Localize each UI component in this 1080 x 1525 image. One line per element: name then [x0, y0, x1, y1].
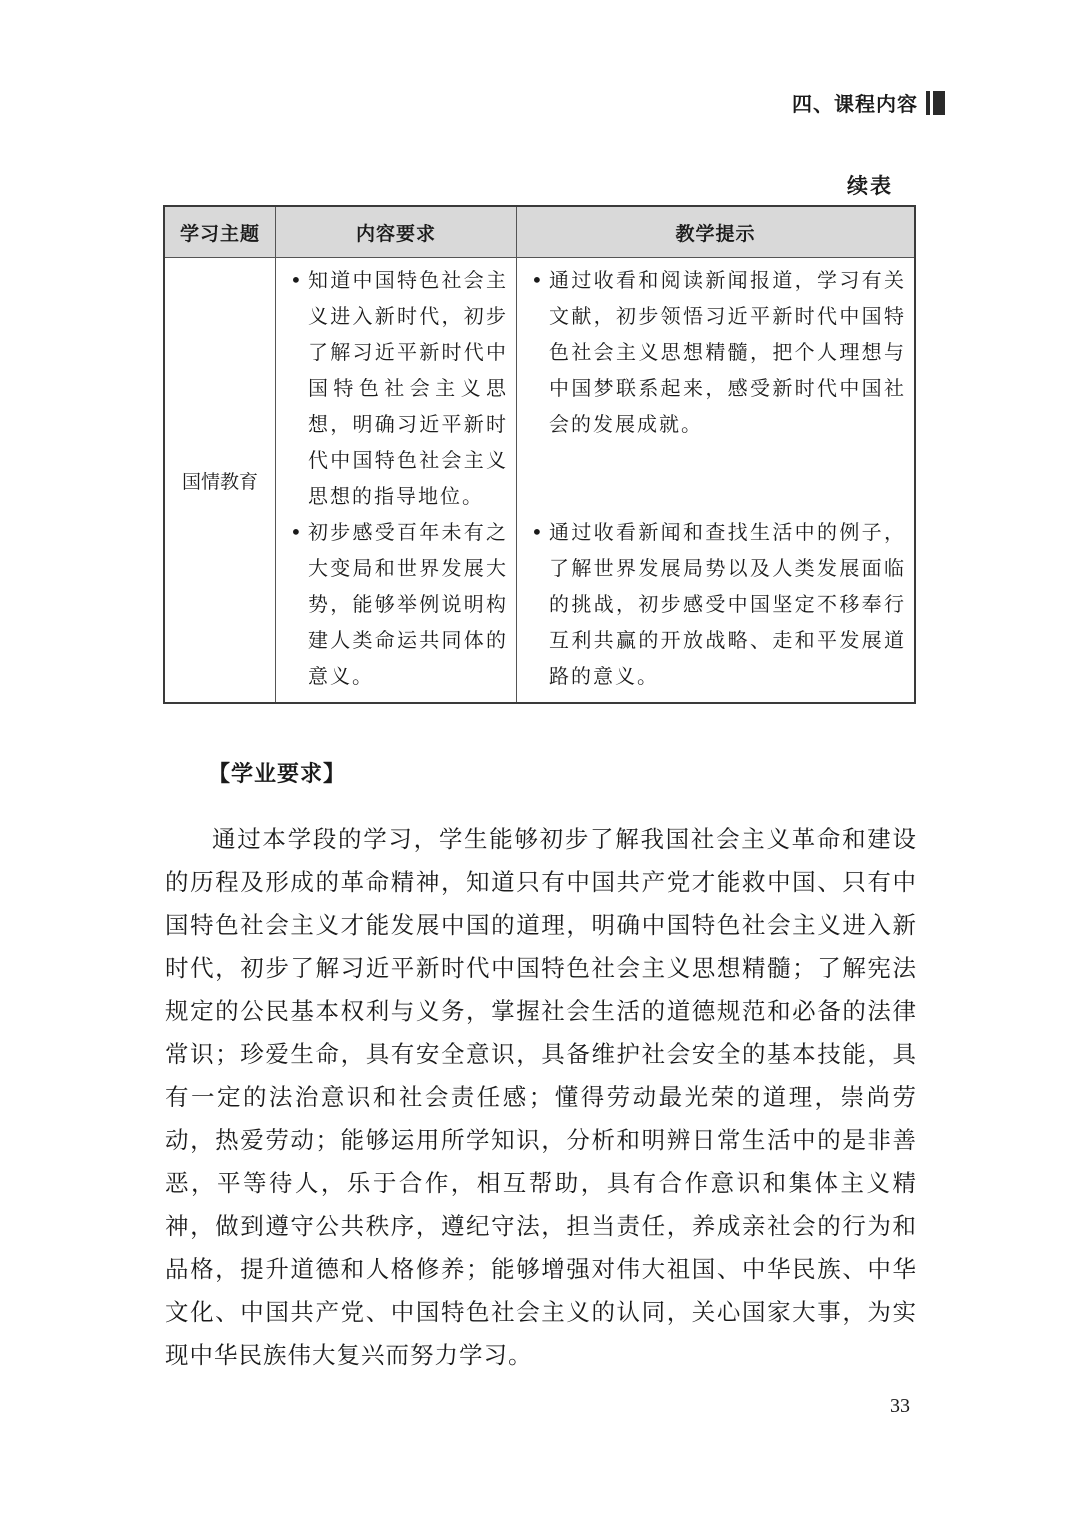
- chapter-title: 四、课程内容: [792, 92, 918, 116]
- column-header-topic: 学习主题: [164, 206, 276, 258]
- tip-item: • 通过收看和阅读新闻报道，学习有关文献，初步领悟习近平新时代中国特色社会主义思想精髓，把个人理想与中国梦联系起来，感受新时代中国社会的发展成就。: [527, 262, 906, 442]
- tip-item: • 通过收看新闻和查找生活中的例子，了解世界发展局势以及人类发展面临的挑战，初步感受中国坚定不移奉行互利共赢的开放战略、走和平发展道路的意义。: [527, 514, 906, 694]
- requirement-item: • 初步感受百年未有之大变局和世界发展大势，能够举例说明构建人类命运共同体的意义。: [286, 514, 508, 694]
- requirement-item: • 知道中国特色社会主义进入新时代，初步了解习近平新时代中国特色社会主义思想，明确习近平新时代中国特色社会主义思想的指导地位。: [286, 262, 508, 514]
- curriculum-table: [163, 205, 916, 704]
- tips-cell: [517, 258, 916, 704]
- table-row: [164, 258, 915, 704]
- column-header-tips: 教学提示: [517, 206, 916, 258]
- topic-cell: 国情教育: [164, 258, 276, 704]
- requirements-cell: [276, 258, 517, 704]
- continued-label: 续表: [847, 174, 893, 198]
- header-bar-icon: [926, 91, 945, 115]
- section-heading: 【学业要求】: [208, 762, 347, 787]
- table-header-row: [164, 206, 915, 258]
- page-number: 33: [890, 1395, 910, 1417]
- body-paragraph: 通过本学段的学习，学生能够初步了解我国社会主义革命和建设的历程及形成的革命精神，知道只有中国共产党才能救中国、只有中国特色社会主义才能发展中国的道理，明确中国特色社会主义进入新时代，初步了解习近平新时代中国特色社会主义思想精髓；了解宪法规定的公民基本权利与义务，掌握社会生活的道德规范和必备的法律常识；珍爱生命，具有安全意识，具备维护社会安全的基本技能，具有一定的法治意识和社会责任感；懂得劳动最光荣的道理，崇尚劳动，热爱劳动；能够运用所学知识，分析和明辨日常生活中的是非善恶，平等待人，乐于合作，相互帮助，具有合作意识和集体主义精神，做到遵守公共秩序，遵纪守法，担当责任，养成亲社会的行为和品格，提升道德和人格修养；能够增强对伟大祖国、中华民族、中华文化、中国共产党、中国特色社会主义的认同，关心国家大事，为实现中华民族伟大复兴而努力学习。: [165, 825, 917, 1369]
- column-header-requirements: 内容要求: [276, 206, 517, 258]
- running-header: [792, 88, 945, 117]
